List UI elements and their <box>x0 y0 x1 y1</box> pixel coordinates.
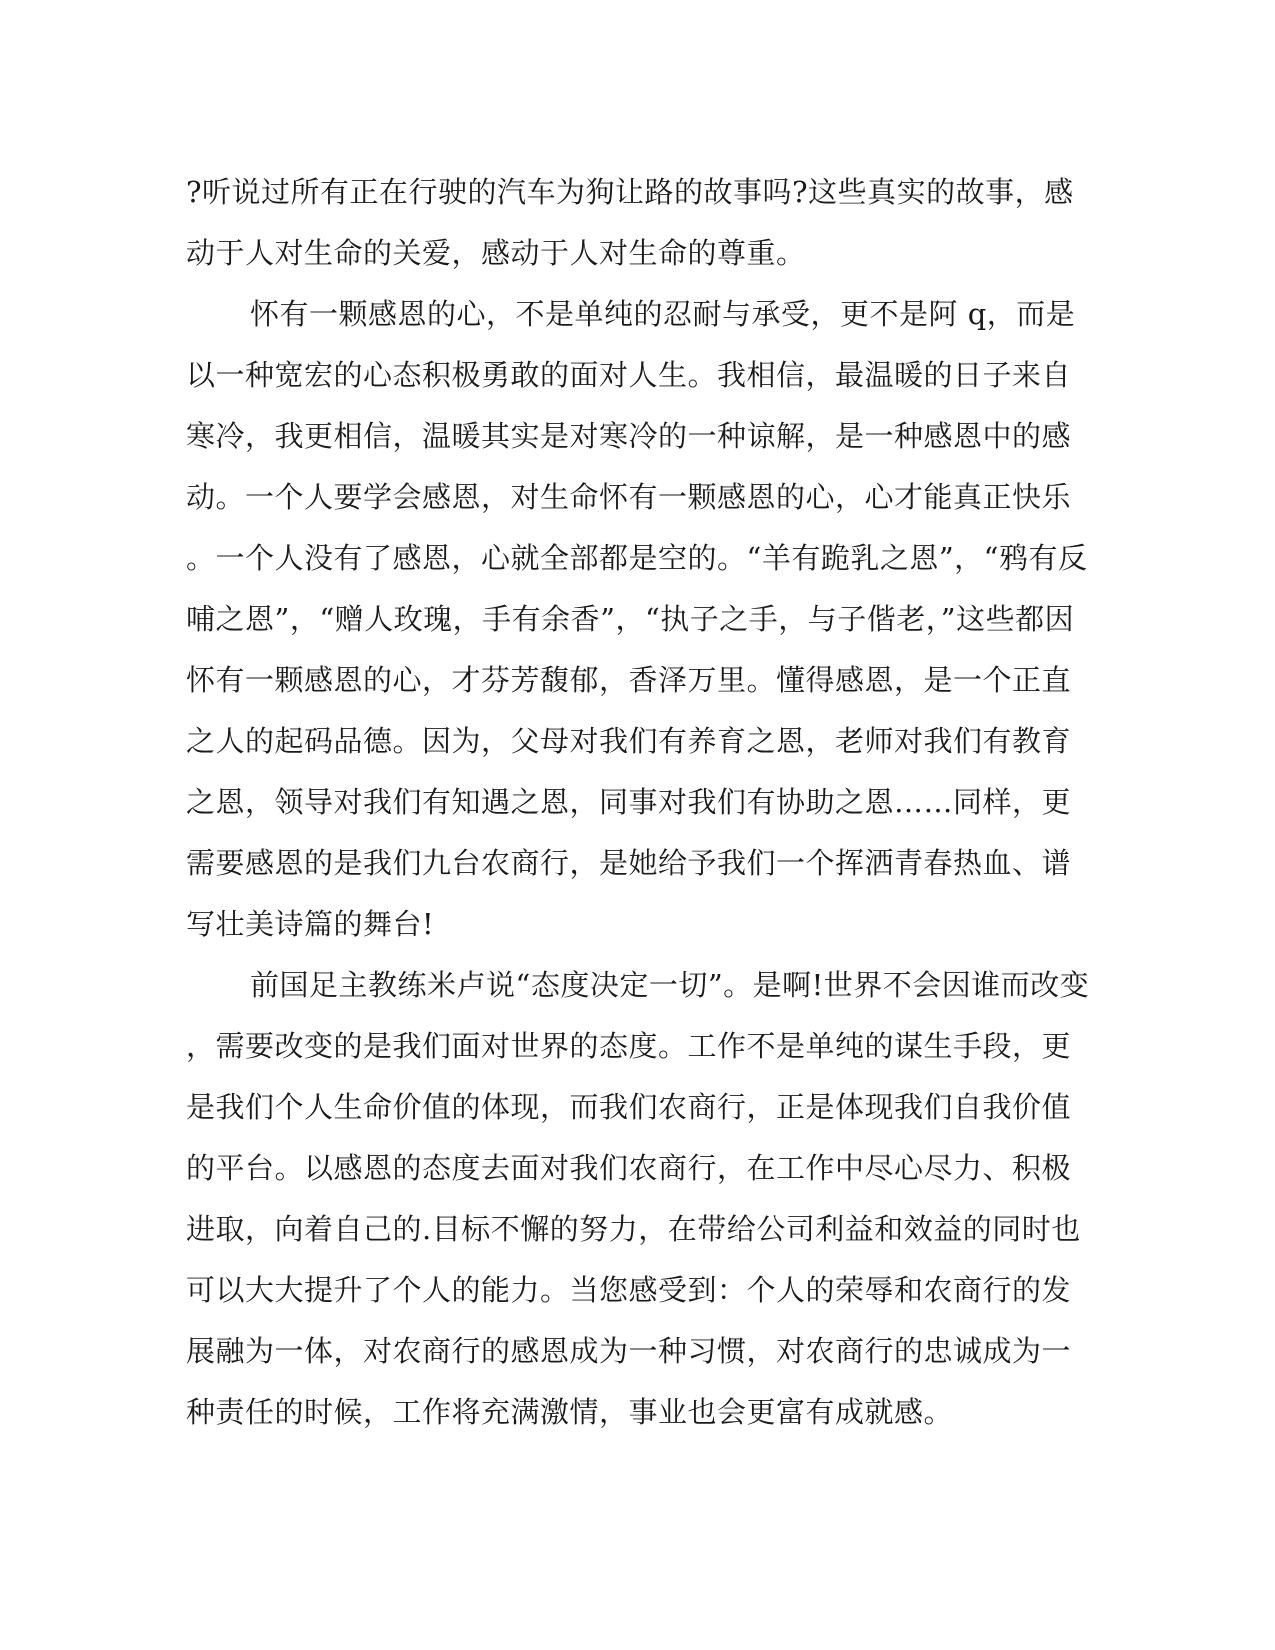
paragraph <box>186 955 1090 1443</box>
text-line: 动于人对生命的关爱，感动于人对生命的尊重。 <box>186 236 806 270</box>
text-line: 动。一个人要学会感恩，对生命怀有一颗感恩的心，心才能真正快乐 <box>186 480 1072 514</box>
text-line: 前国足主教练米卢说“态度决定一切”。是啊!世界不会因谁而改变 <box>250 968 1090 1002</box>
text-line: 哺之恩”，“赠人玫瑰，手有余香”，“执子之手，与子偕老，”这些都因 <box>186 602 1075 636</box>
text-line: 之人的起码品德。因为，父母对我们有养育之恩，老师对我们有教育 <box>186 724 1072 758</box>
text-line: 进取，向着自己的.目标不懈的努力，在带给公司利益和效益的同时也 <box>186 1212 1081 1246</box>
text-line: 需要感恩的是我们九台农商行，是她给予我们一个挥洒青春热血、谱 <box>186 846 1072 880</box>
text-line: 展融为一体，对农商行的感恩成为一种习惯，对农商行的忠诚成为一 <box>186 1334 1072 1368</box>
text-line: 寒冷，我更相信，温暖其实是对寒冷的一种谅解，是一种感恩中的感 <box>186 419 1072 453</box>
text-line: ，需要改变的是我们面对世界的态度。工作不是单纯的谋生手段，更 <box>186 1029 1072 1063</box>
text-line: 种责任的时候，工作将充满激情，事业也会更富有成就感。 <box>186 1395 954 1429</box>
text-line: 。一个人没有了感恩，心就全部都是空的。“羊有跪乳之恩”，“鸦有反 <box>186 541 1088 575</box>
text-line: 怀有一颗感恩的心，才芬芳馥郁，香泽万里。懂得感恩，是一个正直 <box>186 663 1072 697</box>
text-line: 写壮美诗篇的舞台! <box>186 907 435 941</box>
text-line: ?听说过所有正在行驶的汽车为狗让路的故事吗?这些真实的故事，感 <box>186 175 1074 209</box>
text-line: 可以大大提升了个人的能力。当您感受到：个人的荣辱和农商行的发 <box>186 1273 1072 1307</box>
body-text <box>186 162 1090 1443</box>
text-line: 是我们个人生命价值的体现，而我们农商行，正是体现我们自我价值 <box>186 1090 1072 1124</box>
text-line: 的平台。以感恩的态度去面对我们农商行，在工作中尽心尽力、积极 <box>186 1151 1072 1185</box>
text-line: 之恩，领导对我们有知遇之恩，同事对我们有协助之恩……同样，更 <box>186 785 1072 819</box>
text-line: 怀有一颗感恩的心，不是单纯的忍耐与承受，更不是阿 q，而是 <box>250 297 1076 331</box>
paragraph <box>186 284 1086 955</box>
text-line: 以一种宽宏的心态积极勇敢的面对人生。我相信，最温暖的日子来自 <box>186 358 1072 392</box>
paragraph <box>186 162 1086 284</box>
